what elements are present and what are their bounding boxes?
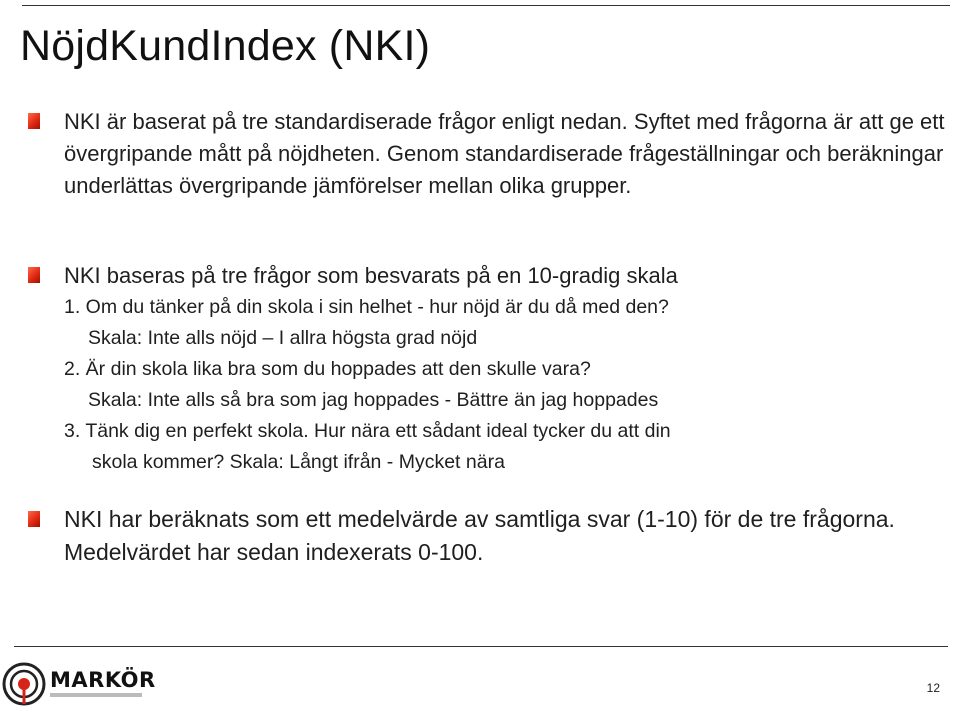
bullet-text: NKI baseras på tre frågor som besvarats på en 10-gradig skala [64,263,678,288]
question-2-scale: Skala: Inte alls så bra som jag hoppades - Bättre än jag hoppades [88,389,659,411]
bullet-square-icon [28,113,40,129]
question-2: 2. Är din skola lika bra som du hoppades att den skulle vara? [64,358,591,380]
bullet-text: NKI är baserat på tre standardiserade frågor enligt nedan. Syftet med frågorna är att ge ett övergripande mått på nöjdheten. Genom standardiserade frågeställningar och beräkningar underlättas övergripande jämförelser mellan olika grupper. [64,109,945,198]
slide-title: NöjdKundIndex (NKI) [20,22,431,70]
bullet-square-icon [28,511,40,527]
question-1: 1. Om du tänker på din skola i sin helhet - hur nöjd är du då med den? [64,296,669,318]
markor-logo [0,662,156,712]
logo-tagline-strip [50,693,142,697]
question-3: 3. Tänk dig en perfekt skola. Hur nära ett sådant ideal tycker du att din [64,420,671,442]
markor-target-logo-icon [2,662,46,706]
bottom-divider [14,646,948,647]
question-list [64,292,944,478]
page-number: 12 [926,681,940,695]
bullet-square-icon [28,267,40,283]
question-1-scale: Skala: Inte alls nöjd – I allra högsta grad nöjd [88,327,478,349]
question-3-continuation: skola kommer? Skala: Långt ifrån - Mycket nära [92,451,505,473]
logo-wordmark: MARKÖR [50,668,156,692]
bullet-text: NKI har beräknats som ett medelvärde av samtliga svar (1-10) för de tre frågorna. Medelvärdet har sedan indexerats 0-100. [64,506,895,565]
top-divider [22,5,950,6]
